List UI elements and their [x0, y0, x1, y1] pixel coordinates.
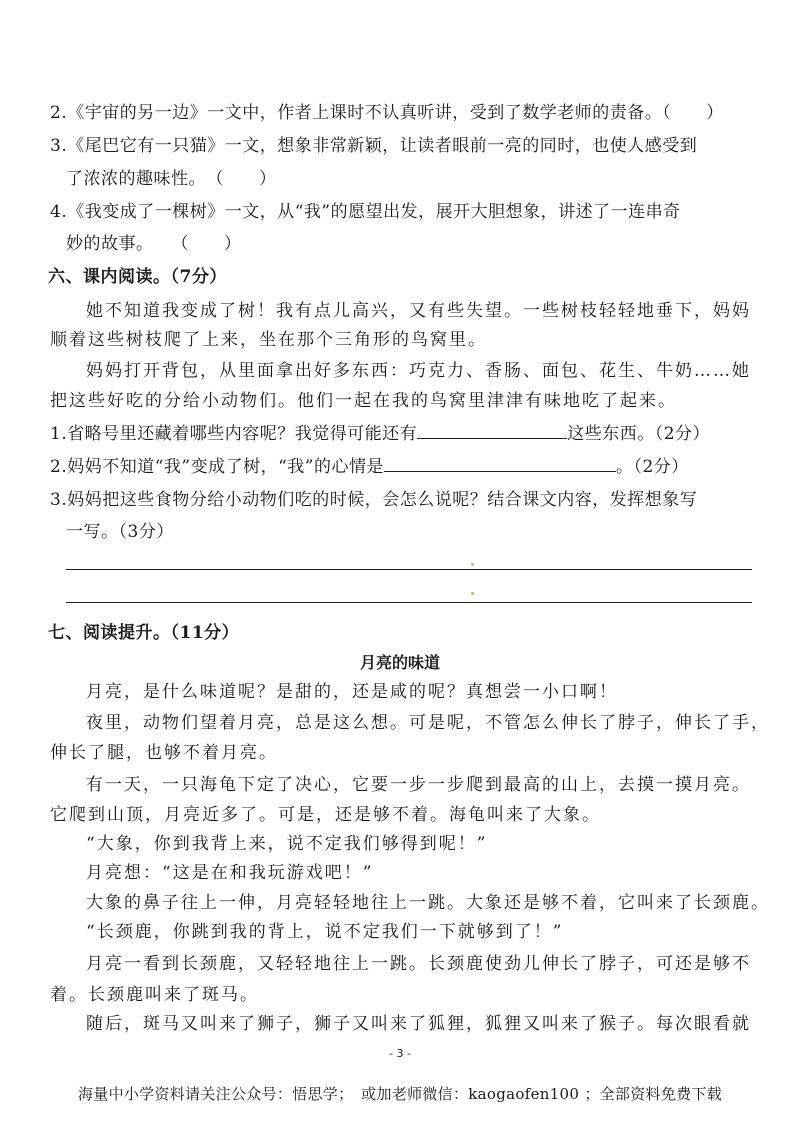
story-line: 夜里，动物们望着月亮，总是这么想。可是呢，不管怎么伸长了脖子，伸长了手， [86, 713, 770, 733]
story-line: 着。长颈鹿叫来了斑马。 [50, 985, 259, 1005]
answer-line-2[interactable] [66, 602, 752, 603]
scan-speck [471, 563, 474, 566]
story-line: 月亮，是什么味道呢？是甜的，还是咸的呢？真想尝一小口啊！ [86, 682, 618, 702]
page-number: - 3 - [389, 1047, 411, 1060]
question-2-text: 2.妈妈不知道“我”变成了树，“我”的心情是 [50, 457, 384, 477]
story-line: 伸长了腿，也够不着月亮。 [50, 743, 278, 763]
answer-blank-2[interactable] [384, 453, 616, 472]
question-3-line-1: 3.《尾巴它有一只猫》一文，想象非常新颖，让读者眼前一亮的同时，也使人感受到 [50, 136, 698, 156]
scan-speck [471, 592, 474, 595]
question-4-line-1: 4.《我变成了一棵树》一文，从“我”的愿望出发，展开大胆想象，讲述了一连串奇 [50, 202, 681, 222]
story-line: “长颈鹿，你跳到我的背上，说不定我们一下就够到了！” [86, 922, 564, 942]
answer-line-1[interactable] [66, 569, 752, 570]
footer-note: 海量中小学资料请关注公众号：悟思学； 或加老师微信：kaogaofen100 ；全部资料免费下载 [77, 1085, 723, 1103]
story-line: 月亮想：“这是在和我玩游戏吧！” [86, 863, 374, 883]
story-line: 月亮一看到长颈鹿，又轻轻地往上一跳。长颈鹿使劲儿伸长了脖子，可还是够不 [86, 954, 751, 974]
question-4-line-2: 妙的故事。 （ ） [66, 234, 242, 254]
story-title: 月亮的味道 [359, 653, 440, 672]
section-6-question-1 [50, 420, 755, 448]
section-6-question-3-line-2: 一写。（3分） [66, 522, 174, 542]
story-line: 随后，斑马又叫来了狮子，狮子又叫来了狐狸，狐狸又叫来了猴子。每次眼看就 [86, 1014, 751, 1034]
question-1-text-end: 这些东西。（2分） [567, 424, 711, 444]
section-6-passage-p1-line-1: 她不知道我变成了树！我有点儿高兴，又有些失望。一些树枝轻轻地垂下，妈妈 [86, 301, 751, 321]
section-6-heading: 六、课内阅读。（7分） [48, 267, 227, 287]
question-1-text: 1.省略号里还藏着哪些内容呢？我觉得可能还有 [50, 424, 418, 444]
question-3-line-2: 了浓浓的趣味性。 （ ） [66, 169, 277, 189]
answer-blank-1[interactable] [417, 420, 567, 439]
question-2: 2.《宇宙的另一边》一文中，作者上课时不认真听讲，受到了数学老师的责备。（ ） [50, 103, 724, 123]
section-7-heading: 七、阅读提升。（11分） [48, 623, 240, 643]
section-6-passage-p1-line-2: 顺着这些树枝爬了上来，坐在那个三角形的鸟窝里。 [50, 330, 487, 350]
section-6-question-2 [50, 453, 755, 481]
story-line: “大象，你到我背上来，说不定我们够得到呢！” [86, 834, 488, 854]
question-2-text-end: 。（2分） [615, 457, 689, 477]
story-line: 大象的鼻子往上一伸，月亮轻轻地往上一跳。大象还是够不着，它叫来了长颈鹿。 [86, 893, 770, 913]
story-line: 它爬到山顶，月亮近多了。可是，还是够不着。海龟叫来了大象。 [50, 805, 601, 825]
section-6-passage-p2-line-1: 妈妈打开背包，从里面拿出好多东西：巧克力、香肠、面包、花生、牛奶……她 [86, 361, 751, 381]
section-6-question-3-line-1: 3.妈妈把这些食物分给小动物们吃的时候，会怎么说呢？结合课文内容，发挥想象写 [50, 490, 698, 510]
section-6-passage-p2-line-2: 把这些好吃的分给小动物们。他们一起在我的鸟窝里津津有味地吃了起来。 [50, 391, 677, 411]
story-line: 有一天，一只海龟下定了决心，它要一步一步爬到最高的山上，去摸一摸月亮。 [86, 775, 751, 795]
